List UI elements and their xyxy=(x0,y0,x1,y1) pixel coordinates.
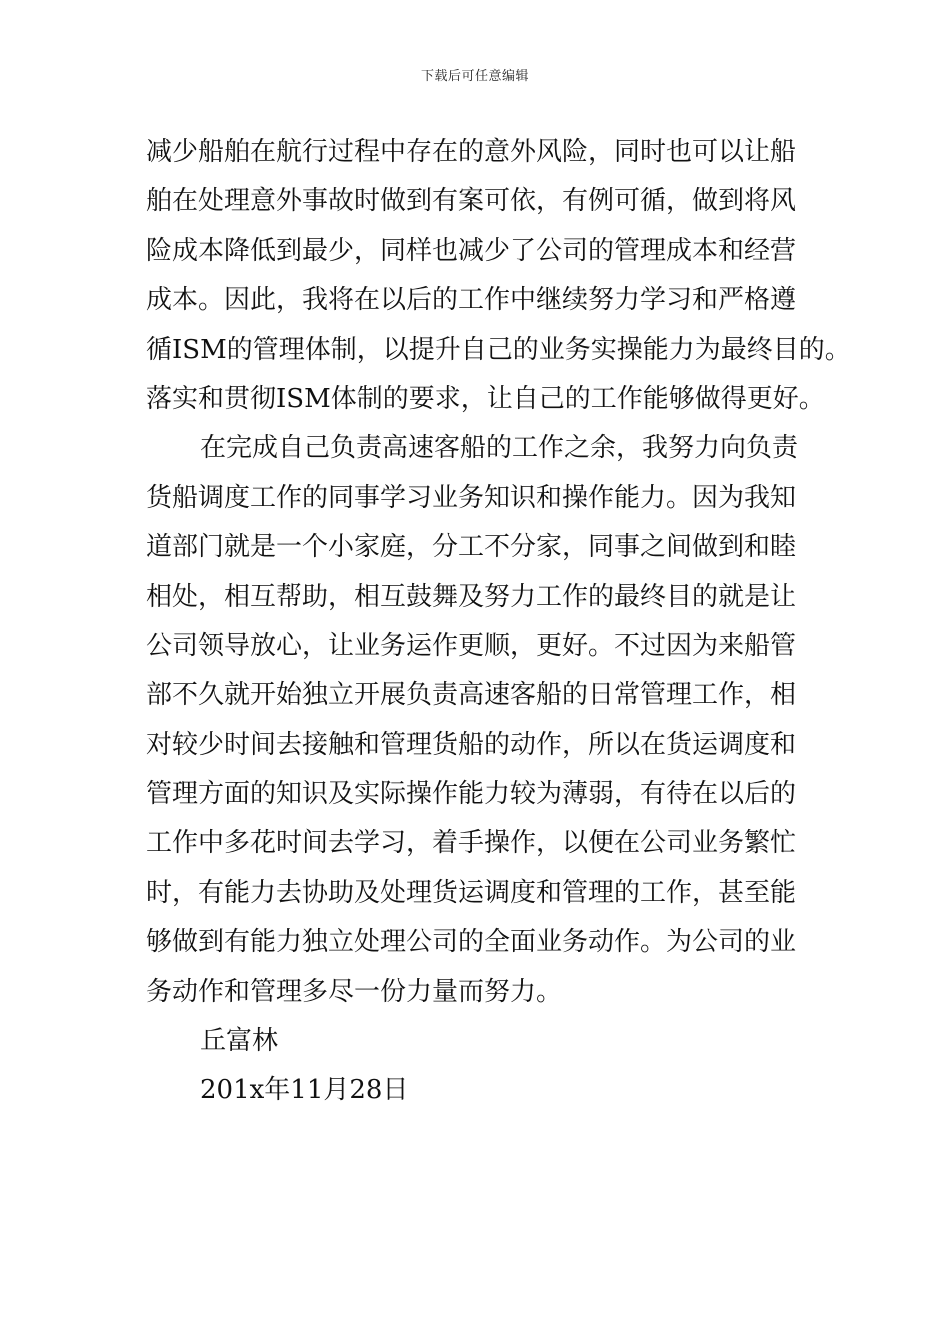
body-line: 工作中多花时间去学习，着手操作，以便在公司业务繁忙 xyxy=(146,828,797,859)
body-line: 落实和贯彻ISM体制的要求，让自己的工作能够做得更好。 xyxy=(146,383,825,414)
body-line: 成本。因此，我将在以后的工作中继续努力学习和严格遵 xyxy=(146,285,797,316)
body-line: 够做到有能力独立处理公司的全面业务动作。为公司的业 xyxy=(146,927,797,958)
document-body xyxy=(146,128,851,1116)
body-line: 对较少时间去接触和管理货船的动作，所以在货运调度和 xyxy=(146,729,797,760)
body-line: 货船调度工作的同事学习业务知识和操作能力。因为我知 xyxy=(146,482,797,513)
body-line: 减少船舶在航行过程中存在的意外风险，同时也可以让船 xyxy=(146,137,797,167)
signature-date: 201x年11月28日 xyxy=(200,1075,409,1106)
body-line: 舶在处理意外事故时做到有案可依，有例可循，做到将风 xyxy=(146,186,797,217)
body-line: 公司领导放心，让业务运作更顺，更好。不过因为来船管 xyxy=(146,630,797,661)
body-line: 险成本降低到最少，同样也减少了公司的管理成本和经营 xyxy=(146,235,797,266)
paragraph-start-line: 在完成自己负责高速客船的工作之余，我努力向负责 xyxy=(200,433,799,464)
body-line: 相处，相互帮助，相互鼓舞及努力工作的最终目的就是让 xyxy=(146,581,797,612)
body-line: 务动作和管理多尽一份力量而努力。 xyxy=(146,976,563,1007)
body-line: 部不久就开始独立开展负责高速客船的日常管理工作，相 xyxy=(146,680,797,711)
body-line: 道部门就是一个小家庭，分工不分家，同事之间做到和睦 xyxy=(146,532,797,563)
body-line: 循ISM的管理体制，以提升自己的业务实操能力为最终目的。 xyxy=(146,334,851,365)
body-line: 管理方面的知识及实际操作能力较为薄弱，有待在以后的 xyxy=(146,779,797,810)
page-header: 下载后可任意编辑 xyxy=(420,69,529,84)
signature-name: 丘富林 xyxy=(200,1026,279,1057)
body-line: 时，有能力去协助及处理货运调度和管理的工作，甚至能 xyxy=(146,877,797,908)
